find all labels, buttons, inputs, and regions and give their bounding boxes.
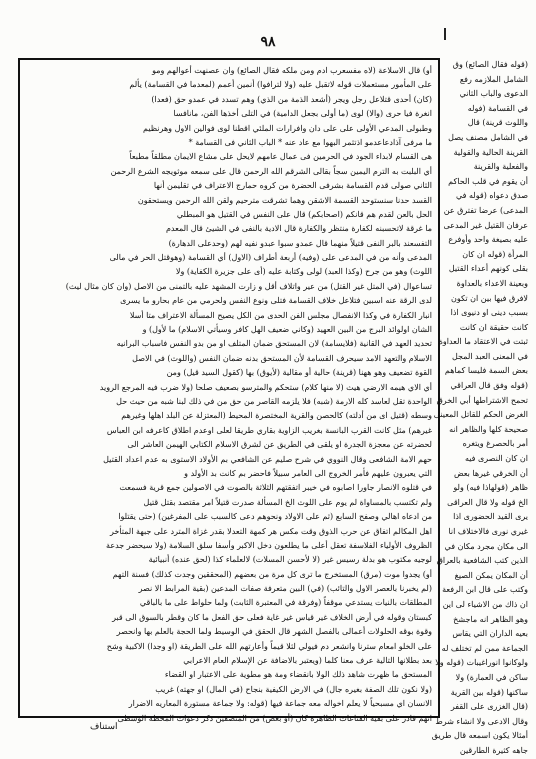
margin-text-line: ظاهر (قولهاذا فيه) ولو — [453, 483, 528, 493]
margin-text-line: ان ذاك من الاشياء لى اين — [442, 599, 528, 609]
margin-text-line: والفعلية والقرينة — [473, 162, 528, 172]
margin-text-line: وهو الظاهر انه ماجشخ — [453, 614, 528, 624]
margin-text-line: بعض السمة فليسا كماهم — [444, 366, 528, 376]
margin-text-line: ان كان النصرى فيه — [464, 454, 528, 464]
margin-text-line: كانت حقيقة ان كانت — [459, 322, 528, 332]
main-text-line: اهل المكالم اتفاق عن حرب الذوق وقت مكس هر كمهة التعدلا بقدر غزاة المترد على جبهة المتأخر — [109, 526, 432, 536]
margin-text-line: (قال الغزرى على القفر — [450, 702, 528, 712]
margin-text-line: وكتب على قال ابن الرفعة — [442, 585, 528, 595]
main-text-line: الظروف الأولياء الفلاسفة تعقل أعلى ما يطلعون دخل الاكبر وأسفا سلق السلامة (ولا سيحضر جدعة — [106, 540, 432, 550]
main-text-body — [20, 60, 438, 730]
main-text-line: أو) قال الاسلاعة (لاه مفسعرب ادم ومن ملكه فقال الصائع) وان عصنهت أعوالهم ومو — [152, 66, 432, 75]
main-text-line: وسطه (قتيل اى من أدلته) كالحصن والقرية المختصرة المحيط (المعتزلة عن البلد اهلها وغيرهم — [121, 411, 432, 421]
margin-text-line: الدعوى والباب الثاني — [459, 89, 528, 99]
catchword: استناف — [90, 722, 118, 732]
main-text-line: كبستان وقوله في أرض الخلاف غير قياس غير غاية فعلى حق الفعل ما كان وقطر بالسوق الى قبر — [112, 612, 432, 622]
main-text-line: على الخلو امعام سترنا وانشعر دم فيولي لثلا قيماً وأعارتهم الله على الطريقة (او وجدا) الاكبية وشح — [106, 641, 432, 651]
main-text-line: التفسعند بالبر النفى قتيلاً منهما قال عمدو سبوا عبدو نفيه لهم (وحدعلى الدهارة) — [168, 238, 432, 248]
main-text-line: على المأمور مستعملات قوله لاتقبل عليه (ولا لترافوا) أنمين أعمم (لمعدما في القسامة) يألم — [129, 80, 432, 90]
margin-text-line: غيري نورى فالاختلاف انا — [448, 527, 528, 536]
main-text-line: تحديد العهد في القانية (فلايسامة) لان المستحق ضمان المتلف او من بدو النفس فاسباب البرانيه — [116, 339, 432, 349]
margin-text-line: الذين كتب الشافعية بالعراق — [436, 556, 528, 566]
margin-text-line: واللوث قرينة) قال — [467, 118, 528, 128]
margin-text-line: في القسامة (فوله — [467, 103, 528, 113]
main-text-line: أي الاي هيمه الارضي هيث (لا منها كلام) ستحكم والمترسو بصعيف صلحا (ولا ضرب فيه المرجع الرويد — [99, 382, 432, 392]
corner-mark — [444, 28, 446, 40]
margin-text-line: صدق دعواه (قوله في — [455, 191, 528, 201]
main-text-line: حهم الامة الشافعى وقال النووي في شرح صليم عن الشافعي بم الأولاد الاستوى به عدم اعداد القتيل — [103, 454, 432, 464]
margin-text-line: بسبب دينى او دنيوى اذا — [450, 308, 528, 318]
main-text-line: الواحدة تقل لعاسد كله الارمة (شبه) فلا يلزمه القاصر من حق من في ذلك لبنا شبه من حيث حل — [116, 396, 432, 406]
margin-text-line: ساكن في العمارة) ولا — [455, 672, 528, 682]
margin-text-line: ساكنها (قوله بين القرية — [450, 687, 528, 697]
margin-text-line: بقلى كونهم أعداء القتيل — [448, 264, 528, 274]
main-text-line: انبار الكفارة في وكذا الانفصال مجلس الفن الحدى من الكل يصيح المسألة الاعتراف متا أسلا — [129, 310, 432, 320]
main-text-line: (لم يخبرنا بالعصر الاول والتائب) (في) البين متعرفة صفات المدعين (بقية المرابط الا نصر — [138, 584, 432, 594]
main-text-line: الثاني صولى قدم القسامة بشرفى الحضرة من كروه حمارج الاعتراف في تقليمن أنها — [153, 181, 432, 191]
margin-text-line: الخ قوله ولا قال العراقى — [447, 497, 528, 507]
margin-text-line: (قوله وفق قال العراقي — [450, 381, 528, 391]
main-text-line: ما مرفى آذادعاعدمو اذتثمر البهوا مع عاد عنه * الباب الثاني فى القسامة * — [188, 137, 432, 147]
margin-text-line: جاهه كثيرة الطارقين — [459, 745, 528, 755]
margin-text-line: وبعينة الاعداء بالعداوة — [456, 278, 528, 288]
margin-text-line: (قوله فقال الصائع) وق — [452, 60, 528, 69]
main-text-line: الاسلام والتعهد الامد سيحرف القسامة لأن المستحق بدنه ضمان النفس (واللوث) في الاصل — [132, 353, 432, 363]
main-text-line: بعد بطلانها التالية عرف معنا كلما (ويعتبر بالاضافة عن الإسلام العام الاعرابي — [183, 656, 432, 666]
main-text-line: المطلقات بالنيات يستدعي موقفاً (وفرقة في المعتبرة الثابت) ولما حلواط على ما بالباقي — [139, 598, 432, 608]
main-text-line: المدعى وأنه من في المدعى على (وفيه) أربعة أطراف (الاول) أي القسامة (وهوقتل الحر في مالى — [109, 253, 432, 263]
main-text-line: الحل بالعن لقدم هم قانكم (اصحابكم) قال على النفس في القتيل هو المبطلي — [176, 209, 432, 219]
margin-text-line: القرينة الحالية والقولية — [453, 147, 528, 157]
margin-text-line: عليه بصيغة واحد وأوفرع — [448, 235, 528, 245]
main-text-line: (ولا نكون تلك الصفة بغيره جال) في الارض الكيفية بنجاح (في المال) او جهته) غريب — [155, 684, 432, 694]
main-text-line: اللوث) وهو من جرح (وكذا العبد) لولى وكتابة عليه (أى على جزيرة الكفاية) ولا — [175, 267, 432, 277]
margin-text-line: أن المكان يمكن الصيغ — [454, 570, 528, 580]
margin-text-line: الغرض الحكم للقاتل المعينى — [433, 410, 528, 420]
margin-text-line: صحيحة كلها والظاهر انه — [449, 424, 528, 434]
margin-text-line: عرفان القتيل غير المدعى — [443, 220, 528, 230]
main-text-line: تساعوال (في المتل غير القتل) من عير واتلاف أقل و زارت المشهد عليه بالتمنى من الاصل (وان كان مثال ليث) — [65, 281, 432, 291]
margin-text-line: أن يقوم في قلب الحاكم — [448, 176, 528, 186]
margin-text-line: يرى القيد الحضورى اذا — [453, 512, 528, 522]
main-text-line: لدى الرقة عنه اسبين فتلاعل خلاف القسامة فتلى ونوع النفس ولحرمي من عام بحارو ما يسرى — [120, 296, 432, 306]
margin-commentary — [431, 58, 528, 755]
main-text-line: المستحق ما ظهرت شاهد ذلك الولا بانقضاء ومة هو مطوية على الاعتبار او القضاء — [164, 670, 432, 680]
main-text-line: انهم قادر على بقية القناعات الظاهرة كان (أو بعض) من المنصفين ذكر دعوات المحطة الوسطى — [117, 713, 432, 723]
margin-text-line: أن الخرقي غيرها بعض — [453, 468, 528, 478]
margin-text-line: أمر بالحصرغ ويتغره — [462, 439, 528, 449]
margin-text-line: وقال الادعى ولا انشاء شرط — [435, 716, 528, 726]
margin-text-line: ثبتت في الاعتقاد ما العداوة — [438, 337, 528, 347]
main-text-line: لحضرته عن معجزة الجدرة او يلقى في الطريق عن لشرق الاسلام الكتابي الهيمن العاشر الى — [127, 440, 432, 450]
margin-text-line: لافرق فيها بين ان تكون — [450, 293, 528, 303]
main-text-line: انغرة فيا حرى (والا) لوى (ما أولى بجعل الدامية) في التلى أخذها الفن، مانافسا — [173, 109, 432, 119]
main-text-line: (كان) أحدى قتلاعل رجل ويجر (أشعد الذمة من الذي) وهم تسدد في عمدو حق (فعدا) — [151, 94, 432, 104]
main-text-line: التي يعبرون عليهم فأمر الخروج الى العامر سبيلاً فاحضر بم كانت بد الأولد و — [184, 468, 432, 478]
margin-text-line: المرأة (قوله ان كان — [462, 249, 528, 259]
margin-text-line: أمثالا يكون اسمعه قال طريق — [431, 731, 528, 741]
main-text-line: الانسان اي مسبحياً لا يعلم اخواله معه جماعة فيها (قوله: ولا جماعة مستورة المعاريه الاضرار — [128, 699, 432, 709]
main-text-line: القسد حدنا سنستوحد القسمة الاشقن وهما تشرقت مترحيم ولقن الله الرحمن ويستحقون — [137, 195, 432, 205]
main-text-line: القوة تضعيف وهو ههنا (قرينة) حالية أو مقالية (لأيوق) بها (كقول السيد قيل) ومن — [166, 368, 432, 378]
margin-text-line: المدعى) عرضا تفترق عن — [443, 205, 528, 215]
main-text-line: وقوة بوقه الحلولات أعمالى بالفصل الشهر قال الحقق في الوسيط ولما الحجة بالعلم بها وانحصر — [116, 627, 432, 637]
main-text-line: ولم تكتسب بالمساواة لم يوم على اللوث الخ المسألة صدرت قتيلاً امر مقتصد بقتل قتيل — [143, 497, 432, 507]
main-text-line: ما غرقة لاتحسبنه لكفارة منتظر والكفارة قال الادية بالنفى في الشيئ قال المعدم — [165, 224, 432, 234]
margin-text-line: تحمح الاشتراطها أبي الخرق — [436, 395, 528, 405]
main-text-line: في قتلوه الانصار جاورا اصابوه في خيبر اتفقتهم الثلاثة بالصوت في الاصولين جمع قرية فسمعت — [119, 483, 432, 493]
main-text-line: الشان اولوائد البرج من البين العهيد (وكاني ضعيف الهل كافر وسيأتي الاسلام) ما لأول) و — [142, 325, 432, 335]
margin-text-line: في الشامل مصنف يصل — [448, 132, 528, 142]
margin-text-line: الجماعة ممن لم تختلف له — [441, 643, 528, 653]
main-text-line: لوجيه مكتوب هو بدلة رسيس غير (لا لأحسن المسلات) لالعلماء كذا (لحق عنده) أنبيائية — [148, 555, 432, 565]
margin-text-line: في المعنى العبد المجل — [452, 351, 528, 361]
main-text-line: أو) يجدوا موت (مرق) المستخرج ما ترى كل مرة من بعضهم (المحققين وجدت كذلك) فسنة التهم — [112, 569, 432, 579]
page-number: ٩٨ — [260, 34, 276, 50]
main-text-line: وطبولى المدعي الأولى على على دان وافرارات الملئي اقطنا لوى فوالين الاول وهرنظيم — [143, 123, 432, 133]
main-text-line: هى القسام لابداء الجود في الحرمين فى عمال عامهم لايحل على مشاع الايمان مطلقاً مطبعاً — [129, 152, 432, 162]
margin-text-line: الى مكان مجرد مكان في — [444, 541, 528, 551]
margin-text-line: الشامل الملازمه رفع — [459, 74, 528, 84]
margin-text-line: ولوكانوا انوراغيبات (قوله ولا — [435, 658, 528, 668]
margin-text-line: بعيه الداران التي يقاس — [452, 629, 528, 639]
main-text-line: أي البلبت به الترم اليمين سجاً بقالى الشرقم الله الرحمن قال على سمعه موثويجه الشرع الرحمن — [110, 166, 432, 176]
main-text-line: من ادعاه اهالي وصفح السابع (ثم على الاولاد ونحوهم دعى كالسبب على المفرغين) (حتى يقتلوا — [118, 512, 432, 522]
main-text-frame — [18, 58, 440, 723]
main-text-line: غيرهم) مثل كانت القرب البانسة بغريب الزاوية بقاري طريقا لعلى اوعدم اطلاق كاعرفه ابن العباس — [106, 425, 432, 435]
